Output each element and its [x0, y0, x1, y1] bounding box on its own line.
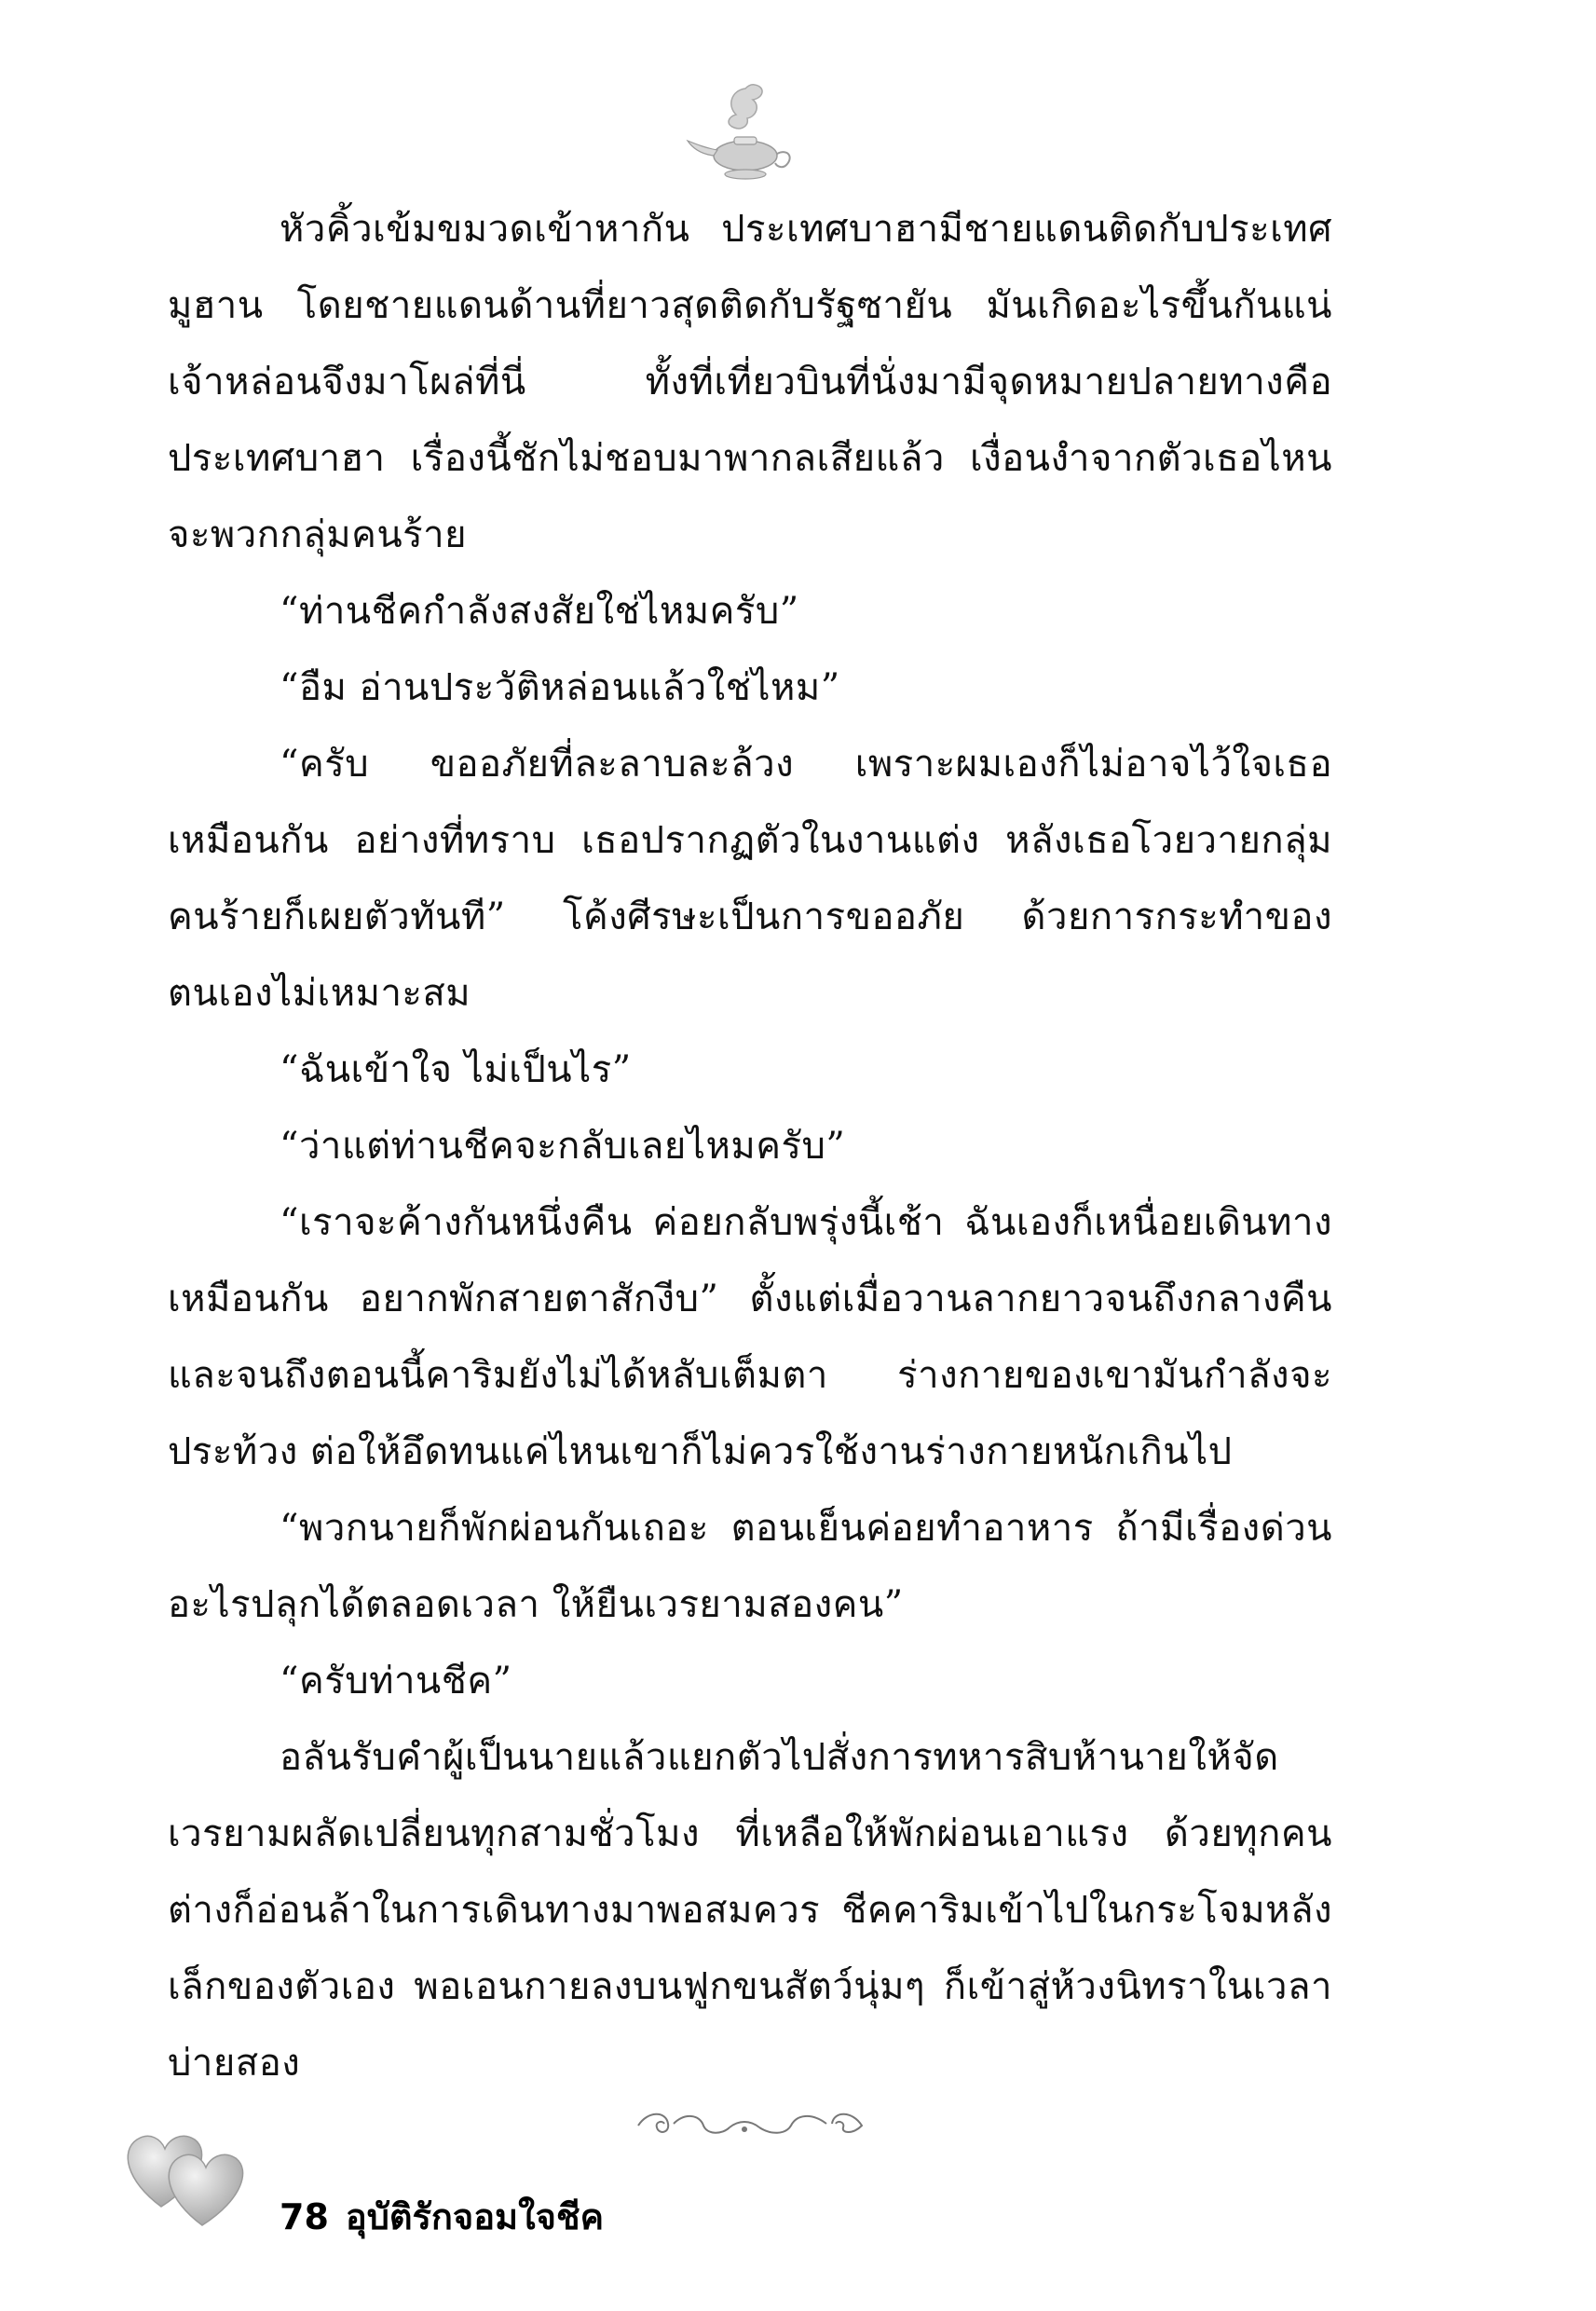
page-footer: [116, 2113, 769, 2263]
page-number: 78: [280, 2196, 329, 2237]
paragraph: อลันรับคำผู้เป็นนายแล้วแยกตัวไปสั่งการทหารสิบห้านายให้จัดเวรยามผลัดเปลี่ยนทุกสามชั่วโมง ที่เหลือให้พักผ่อนเอาแรง ด้วยทุกคนต่างก็อ่อนล้าในการเดินทางมาพอสมควร ชีคคาริมเข้าไปในกระโจมหลังเล็กของตัวเอง พอเอนกายลงบนฟูกขนสัตว์นุ่มๆ ก็เข้าสู่ห้วงนิทราในเวลาบ่ายสอง: [168, 1736, 1332, 2085]
dialogue-line: “ว่าแต่ท่านชีคจะกลับเลยไหมครับ”: [280, 1125, 846, 1168]
dialogue-line: “ครับท่านชีค”: [280, 1660, 512, 1702]
hearts-icon: [116, 2113, 256, 2235]
dialogue-line: “ท่านชีคกำลังสงสัยใช่ไหมครับ”: [280, 590, 799, 633]
genie-lamp-icon: [680, 79, 811, 191]
story-text: [168, 191, 1332, 2101]
dialogue-line: “อืม อ่านประวัติหล่อนแล้วใช่ไหม”: [280, 666, 840, 709]
footer-label: [280, 2188, 604, 2245]
paragraph: หัวคิ้วเข้มขมวดเข้าหากัน ประเทศบาฮามีชายแดนติดกับประเทศมูฮาน โดยชายแดนด้านที่ยาวสุดติดกับรัฐซายัน มันเกิดอะไรขึ้นกันแน่ เจ้าหล่อนจึงมาโผล่ที่นี่ ทั้งที่เที่ยวบินที่นั่งมามีจุดหมายปลายทางคือประเทศบาฮา เรื่องนี้ชักไม่ชอบมาพากลเสียแล้ว เงื่อนงำจากตัวเธอไหนจะพวกกลุ่มคนร้าย: [168, 208, 1332, 556]
paragraph: “เราจะค้างกันหนึ่งคืน ค่อยกลับพรุ่งนี้เช้า ฉันเองก็เหนื่อยเดินทางเหมือนกัน อยากพักสายตาสักงีบ” ตั้งแต่เมื่อวานลากยาวจนถึงกลางคืนและจนถึงตอนนี้คาริมยังไม่ได้หลับเต็มตา ร่างกายของเขามันกำลังจะประท้วง ต่อให้อึดทนแค่ไหนเขาก็ไม่ควรใช้งานร่างกายหนักเกินไป: [168, 1201, 1332, 1473]
paragraph: “ครับ ขออภัยที่ละลาบละล้วง เพราะผมเองก็ไม่อาจไว้ใจเธอเหมือนกัน อย่างที่ทราบ เธอปรากฏตัวในงานแต่ง หลังเธอโวยวายกลุ่มคนร้ายก็เผยตัวทันที” โค้งศีรษะเป็นการขออภัย ด้วยการกระทำของตนเองไม่เหมาะสม: [168, 743, 1332, 1015]
book-title: อุบัติรักจอมใจชีค: [345, 2196, 605, 2237]
dialogue-line: “ฉันเข้าใจ ไม่เป็นไร”: [280, 1048, 632, 1091]
paragraph: “พวกนายก็พักผ่อนกันเถอะ ตอนเย็นค่อยทำอาหาร ถ้ามีเรื่องด่วนอะไรปลุกได้ตลอดเวลา ให้ยืนเวรยามสองคน”: [168, 1507, 1332, 1626]
